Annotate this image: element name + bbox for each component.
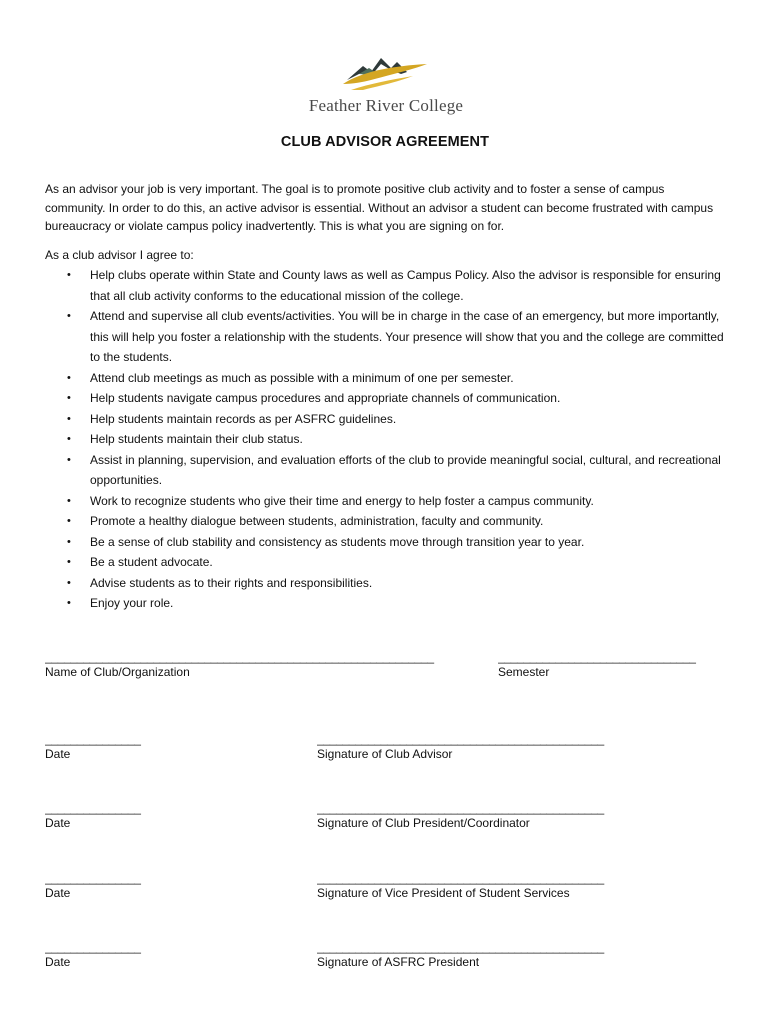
bullet-icon: • bbox=[67, 494, 71, 507]
date-field-president[interactable] bbox=[45, 801, 155, 830]
date-label: Date bbox=[45, 747, 71, 761]
bullet-icon: • bbox=[67, 269, 71, 281]
signature-label-vp: Signature of Vice President of Student Services bbox=[317, 886, 570, 900]
signature-label-president: Signature of Club President/Coordinator bbox=[317, 816, 530, 830]
bullet-icon: • bbox=[67, 310, 71, 322]
date-line[interactable]: _______________ bbox=[45, 871, 141, 885]
list-item: • Help students maintain their club status. bbox=[45, 429, 725, 450]
date-line[interactable]: _______________ bbox=[45, 940, 141, 954]
date-label: Date bbox=[45, 886, 71, 900]
bullet-icon: • bbox=[67, 453, 71, 466]
list-item: • Promote a healthy dialogue between students, administration, faculty and community. bbox=[45, 511, 725, 532]
date-line[interactable]: _______________ bbox=[45, 732, 141, 746]
date-field-advisor[interactable] bbox=[45, 732, 155, 761]
date-label: Date bbox=[45, 955, 71, 969]
bullet-icon: • bbox=[67, 433, 71, 445]
list-item: • Work to recognize students who give their time and energy to help foster a campus community. bbox=[45, 491, 725, 512]
responsibility-list bbox=[45, 265, 725, 614]
bullet-icon: • bbox=[67, 556, 71, 568]
list-item: • Help clubs operate within State and County laws as well as Campus Policy. Also the advisor is responsible for ensuring that all club activity conforms to the educational mission of the college. bbox=[45, 265, 725, 306]
signature-label-advisor: Signature of Club Advisor bbox=[317, 747, 453, 761]
college-name: Feather River College bbox=[308, 96, 464, 115]
club-name-field[interactable] bbox=[45, 650, 470, 679]
semester-field[interactable] bbox=[498, 650, 718, 679]
bullet-icon: • bbox=[67, 515, 71, 527]
signature-line[interactable]: _____________________________________________ bbox=[317, 871, 604, 885]
signature-field-president[interactable] bbox=[317, 801, 632, 830]
date-line[interactable]: _______________ bbox=[45, 801, 141, 815]
bullet-icon: • bbox=[67, 371, 71, 384]
list-item: • Attend and supervise all club events/activities. You will be in charge in the case of an emergency, but more importantly, this will help you foster a relationship with the students. Your presence will show that you and the college are committed to the students. bbox=[45, 306, 725, 368]
date-field-asfrc[interactable] bbox=[45, 940, 155, 969]
bullet-icon: • bbox=[67, 597, 71, 609]
semester-label: Semester bbox=[498, 665, 550, 679]
signature-field-vp[interactable] bbox=[317, 871, 632, 900]
list-item: • Help students navigate campus procedures and appropriate channels of communication. bbox=[45, 388, 725, 409]
college-logo bbox=[304, 50, 468, 122]
mountain-feather-logo-icon bbox=[341, 50, 431, 94]
intro-paragraph: As an advisor your job is very important. The goal is to promote positive club activity and to foster a sense of campus community. In order to do this, an active advisor is essential. Without an advisor a student can become frustrated with campus bureaucracy or violate campus policy inadvertently. This is what you are signing on for. bbox=[45, 182, 714, 233]
signature-line[interactable]: _____________________________________________ bbox=[317, 732, 604, 746]
signature-line[interactable]: _____________________________________________ bbox=[317, 940, 604, 954]
list-item: • Assist in planning, supervision, and evaluation efforts of the club to provide meaningful social, cultural, and recreational opportunities. bbox=[45, 450, 725, 491]
date-label: Date bbox=[45, 816, 71, 830]
bullet-icon: • bbox=[67, 392, 71, 404]
document-title: CLUB ADVISOR AGREEMENT bbox=[280, 134, 490, 150]
semester-line[interactable]: _______________________________ bbox=[498, 650, 696, 664]
signature-field-advisor[interactable] bbox=[317, 732, 632, 761]
bullet-icon: • bbox=[67, 576, 71, 589]
list-item: • Help students maintain records as per ASFRC guidelines. bbox=[45, 409, 725, 430]
signature-line[interactable]: _____________________________________________ bbox=[317, 801, 604, 815]
club-name-line[interactable]: _____________________________________________________________ bbox=[45, 650, 434, 664]
list-item: • Attend club meetings as much as possible with a minimum of one per semester. bbox=[45, 368, 725, 389]
signature-field-asfrc[interactable] bbox=[317, 940, 632, 969]
signature-label-asfrc: Signature of ASFRC President bbox=[317, 955, 480, 969]
club-name-label: Name of Club/Organization bbox=[45, 665, 190, 679]
agreement-heading: As a club advisor I agree to: bbox=[45, 248, 194, 262]
date-field-vp[interactable] bbox=[45, 871, 155, 900]
list-item: • Advise students as to their rights and responsibilities. bbox=[45, 573, 725, 594]
list-item: • Be a student advocate. bbox=[45, 552, 725, 573]
list-item: • Be a sense of club stability and consistency as students move through transition year to year. bbox=[45, 532, 725, 553]
bullet-icon: • bbox=[67, 412, 71, 425]
list-item: • Enjoy your role. bbox=[45, 593, 725, 614]
bullet-icon: • bbox=[67, 535, 71, 548]
